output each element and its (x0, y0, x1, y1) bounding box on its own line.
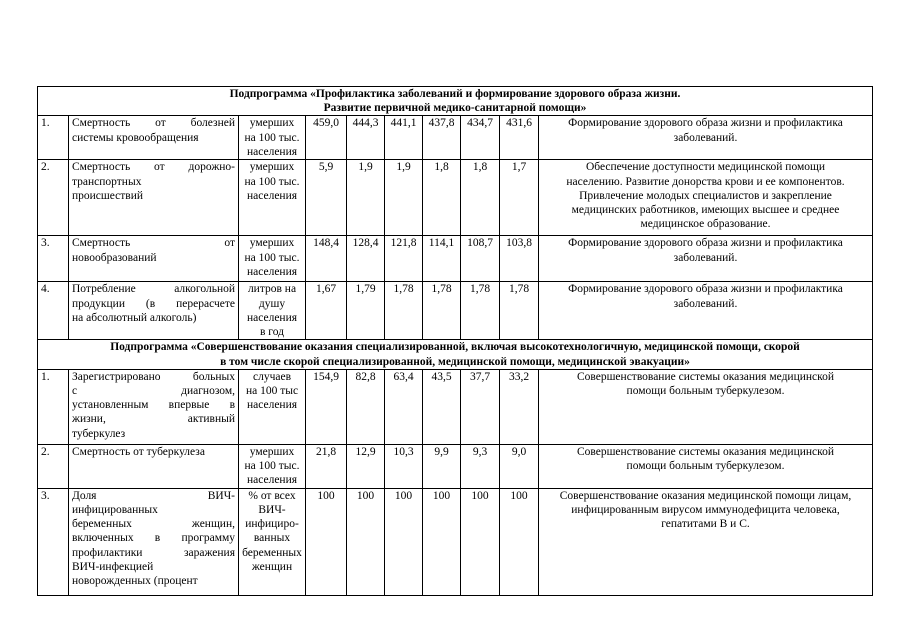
indicator-value: 441,1 (385, 116, 423, 160)
indicator-name-line: транспортных (72, 175, 142, 188)
measure-description (539, 444, 873, 488)
indicator-name-line: с диагнозом, (72, 385, 235, 398)
unit-line: % от всех (248, 489, 296, 502)
row-number: 3. (38, 236, 69, 282)
measure-description (539, 116, 873, 160)
indicator-value: 9,3 (461, 444, 500, 488)
unit-line: умерших (249, 117, 295, 130)
indicator-value: 121,8 (385, 236, 423, 282)
indicator-value: 459,0 (306, 116, 347, 160)
indicator-name-line: новообразований (72, 251, 157, 264)
indicator-name-line: ВИЧ-инфекцией (72, 560, 154, 573)
indicator-value: 37,7 (461, 369, 500, 444)
unit-line: на 100 тыс (245, 385, 299, 398)
indicators-table (37, 86, 873, 596)
measure-description (539, 160, 873, 236)
indicator-value: 100 (423, 488, 461, 595)
measure-description-line: гепатитами В и С. (661, 518, 750, 531)
indicator-value: 21,8 (306, 444, 347, 488)
measure-description-line: Совершенствование системы оказания медицинской (576, 370, 835, 383)
indicator-value: 1,7 (500, 160, 539, 236)
unit-line: случаев (252, 370, 291, 383)
indicator-name (69, 116, 239, 160)
measure-description-line: Привлечение молодых специалистов и закрепление (579, 189, 832, 202)
unit-line: инфициро- (245, 518, 299, 531)
table-body (38, 87, 873, 596)
indicator-name-line: включенных в программу (72, 532, 235, 545)
measure-description-line: медицинских работников, имеющих высшее и среднее (571, 204, 840, 217)
table-row (38, 369, 873, 444)
indicator-name-line: новорожденных (процент (72, 575, 198, 588)
row-number: 2. (38, 160, 69, 236)
unit-line: в год (259, 326, 284, 339)
subprogram-title-line: Подпрограмма «Профилактика заболеваний и формирование здорового образа жизни. (229, 88, 681, 100)
table-row (38, 282, 873, 340)
row-number: 1. (38, 116, 69, 160)
indicator-name (69, 369, 239, 444)
indicator-value: 1,9 (385, 160, 423, 236)
measure-description (539, 236, 873, 282)
table-row (38, 236, 873, 282)
unit-line: ванных (253, 532, 291, 545)
unit-line: населения (246, 399, 298, 412)
unit-line: населения (246, 311, 298, 324)
measure-description-line: Совершенствование системы оказания медицинской (576, 445, 835, 458)
unit-of-measure (239, 369, 306, 444)
indicator-name-line: Смертность от туберкулеза (72, 445, 205, 458)
indicator-value: 12,9 (347, 444, 385, 488)
subprogram-title (38, 340, 873, 369)
indicator-name (69, 488, 239, 595)
indicator-value: 108,7 (461, 236, 500, 282)
unit-line: на 100 тыс. (244, 175, 300, 188)
unit-line: умерших (249, 445, 295, 458)
measure-description (539, 282, 873, 340)
subprogram-title-line: в том числе скорой специализированной, медицинской помощи, медицинской эвакуации» (220, 355, 690, 368)
measure-description-line: Формирование здорового образа жизни и профилактика (568, 283, 843, 296)
indicator-value: 63,4 (385, 369, 423, 444)
unit-line: населения (246, 189, 298, 202)
table-row (38, 444, 873, 488)
indicator-value: 1,8 (461, 160, 500, 236)
measure-description-line: населению. Развитие донорства крови и ее компонентов. (566, 175, 845, 188)
unit-line: душу (258, 297, 286, 310)
unit-line: беременных (242, 546, 302, 559)
measure-description-line: Совершенствование оказания медицинской помощи лицам, (559, 489, 852, 502)
unit-of-measure (239, 488, 306, 595)
unit-line: умерших (249, 161, 295, 174)
indicator-value: 103,8 (500, 236, 539, 282)
indicator-name-line: Потребление алкогольной (72, 283, 235, 296)
indicator-value: 100 (347, 488, 385, 595)
unit-line: на 100 тыс. (244, 460, 300, 473)
measure-description-line: Формирование здорового образа жизни и профилактика (568, 237, 843, 250)
indicator-value: 10,3 (385, 444, 423, 488)
indicator-name-line: Доля ВИЧ- (72, 489, 235, 502)
measure-description (539, 369, 873, 444)
subprogram-title-line: Подпрограмма «Совершенствование оказания специализированной, включая высокотехнологичную, медицинской помощи, скорой (110, 341, 800, 354)
indicator-name-line: Зарегистрировано больных (72, 370, 235, 383)
table-row (38, 160, 873, 236)
measure-description-line: помощи больным туберкулезом. (626, 460, 785, 473)
indicator-value: 154,9 (306, 369, 347, 444)
table-row (38, 116, 873, 160)
indicator-value: 444,3 (347, 116, 385, 160)
indicator-name-line: Смертность от болезней (72, 117, 235, 130)
unit-of-measure (239, 282, 306, 340)
table-row (38, 488, 873, 595)
indicator-value: 1,67 (306, 282, 347, 340)
unit-line: населения (246, 265, 298, 278)
indicator-value: 128,4 (347, 236, 385, 282)
subprogram-header-row (38, 340, 873, 369)
indicator-name-line: продукции (в перерасчете (72, 297, 235, 310)
unit-line: ВИЧ- (258, 504, 286, 517)
indicator-name-line: инфицированных (72, 504, 158, 517)
unit-line: умерших (249, 237, 295, 250)
indicator-value: 434,7 (461, 116, 500, 160)
indicator-value: 5,9 (306, 160, 347, 236)
unit-line: населения (246, 474, 298, 487)
measure-description-line: Формирование здорового образа жизни и профилактика (568, 117, 843, 130)
unit-line: женщин (251, 560, 293, 573)
indicator-name (69, 160, 239, 236)
indicator-value: 1,78 (423, 282, 461, 340)
indicator-value: 1,8 (423, 160, 461, 236)
indicator-name-line: установленным впервые в (72, 399, 235, 412)
indicator-value: 1,79 (347, 282, 385, 340)
row-number: 1. (38, 369, 69, 444)
indicator-name-line: туберкулез (72, 427, 126, 440)
unit-of-measure (239, 444, 306, 488)
indicator-value: 1,78 (500, 282, 539, 340)
indicator-name-line: профилактики заражения (72, 546, 235, 559)
row-number: 3. (38, 488, 69, 595)
unit-line: литров на (247, 283, 297, 296)
unit-line: на 100 тыс. (244, 251, 300, 264)
indicator-name (69, 444, 239, 488)
indicator-name-line: на абсолютный алкоголь) (72, 311, 197, 324)
subprogram-title (38, 87, 873, 116)
measure-description-line: Обеспечение доступности медицинской помощи (585, 161, 826, 174)
indicator-value: 437,8 (423, 116, 461, 160)
indicator-name-line: происшествий (72, 189, 144, 202)
indicator-value: 114,1 (423, 236, 461, 282)
indicator-value: 9,0 (500, 444, 539, 488)
indicator-value: 82,8 (347, 369, 385, 444)
measure-description-line: медицинское образование. (640, 218, 771, 231)
indicator-value: 100 (500, 488, 539, 595)
indicator-value: 1,78 (461, 282, 500, 340)
indicator-name (69, 236, 239, 282)
row-number: 2. (38, 444, 69, 488)
measure-description (539, 488, 873, 595)
unit-of-measure (239, 116, 306, 160)
indicator-name (69, 282, 239, 340)
indicator-value: 1,78 (385, 282, 423, 340)
row-number: 4. (38, 282, 69, 340)
subprogram-header-row (38, 87, 873, 116)
indicator-name-line: Смертность от (72, 237, 235, 250)
indicator-value: 33,2 (500, 369, 539, 444)
indicator-value: 9,9 (423, 444, 461, 488)
indicator-name-line: жизни, активный (72, 413, 235, 426)
measure-description-line: инфицированным вирусом иммунодефицита человека, (571, 504, 840, 517)
measure-description-line: заболеваний. (673, 131, 738, 144)
unit-line: на 100 тыс. (244, 131, 300, 144)
indicator-value: 100 (385, 488, 423, 595)
indicator-name-line: системы кровообращения (72, 131, 199, 144)
indicator-value: 100 (306, 488, 347, 595)
indicator-value: 43,5 (423, 369, 461, 444)
indicator-value: 1,9 (347, 160, 385, 236)
measure-description-line: заболеваний. (673, 251, 738, 264)
indicator-value: 148,4 (306, 236, 347, 282)
indicator-value: 100 (461, 488, 500, 595)
indicator-name-line: Смертность от дорожно- (72, 161, 235, 174)
unit-of-measure (239, 160, 306, 236)
unit-of-measure (239, 236, 306, 282)
unit-line: населения (246, 145, 298, 158)
indicator-value: 431,6 (500, 116, 539, 160)
subprogram-title-line: Развитие первичной медико-санитарной помощи» (323, 102, 587, 115)
indicator-name-line: беременных женщин, (72, 518, 235, 531)
measure-description-line: заболеваний. (673, 297, 738, 310)
measure-description-line: помощи больным туберкулезом. (626, 385, 785, 398)
